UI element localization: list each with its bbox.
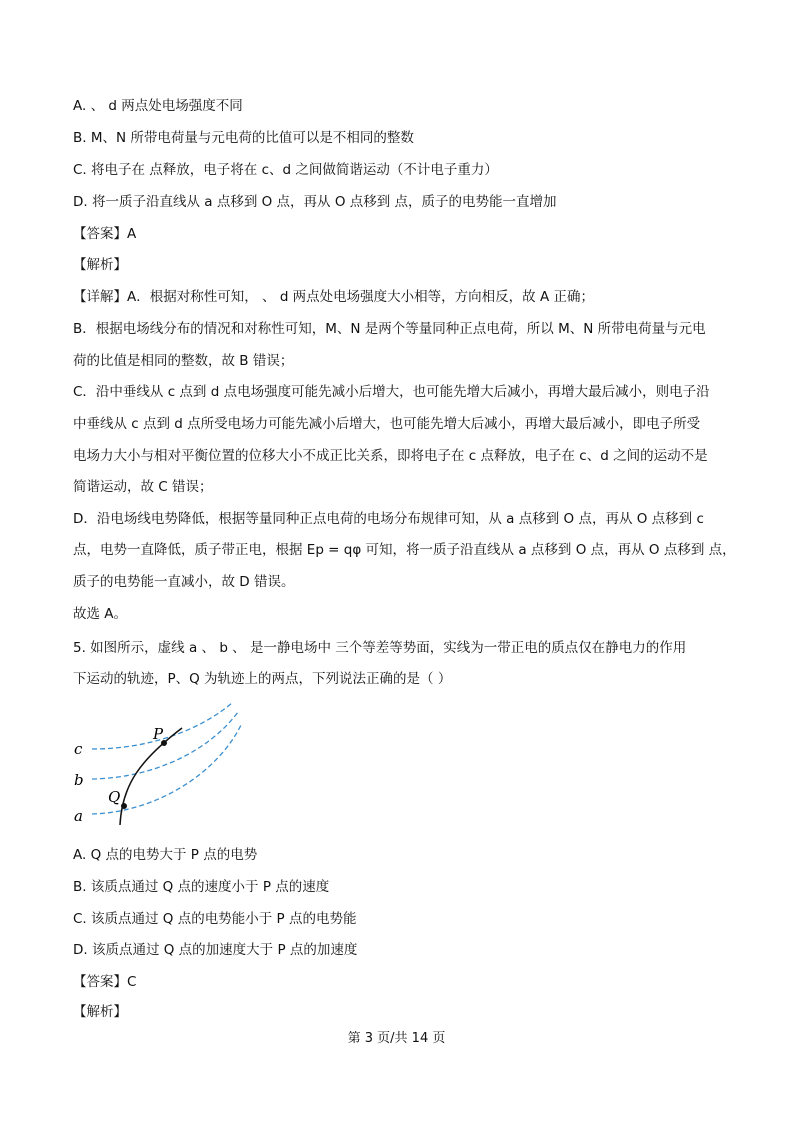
page-footer: 第 3 页/共 14 页 — [347, 1031, 446, 1046]
conclusion: 故选 A。 — [73, 606, 128, 622]
answer-label: 【答案】A — [73, 226, 137, 242]
equipotential-figure — [70, 700, 250, 830]
label-p: P — [153, 725, 164, 743]
explanation-d-3: 质子的电势能一直减小，故 D 错误。 — [73, 574, 295, 590]
question-5-stem-1: 5. 如图所示，虚线 a 、 b 、 是一静电场中 三个等差等势面，实线为一带正电的质点仅在静电力的作用 — [73, 640, 687, 656]
explanation-d-1: D．沿电场线电势降低，根据等量同种正点电荷的电场分布规律可知，从 a 点移到 O 点，再从 O 点移到 c — [73, 511, 704, 527]
explanation-c-2: 中垂线从 c 点到 d 点所受电场力可能先减小后增大，也可能先增大后减小，再增大最后减小，即电子所受 — [73, 416, 701, 432]
label-b: b — [74, 771, 84, 789]
q5-option-c: C. 该质点通过 Q 点的电势能小于 P 点的电势能 — [73, 911, 357, 927]
option-b: B. M、N 所带电荷量与元电荷的比值可以是不相同的整数 — [73, 130, 414, 146]
q5-option-d: D. 该质点通过 Q 点的加速度大于 P 点的加速度 — [73, 942, 358, 958]
explanation-d-2: 点，电势一直降低，质子带正电，根据 Ep = qφ 可知，将一质子沿直线从 a 点移到 O 点，再从 O 点移到 点， — [73, 542, 736, 558]
explanation-b-2: 荷的比值是相同的整数，故 B 错误； — [73, 353, 294, 369]
explanation-a: 【详解】A．根据对称性可知， 、 d 两点处电场强度大小相等，方向相反，故 A 正确； — [73, 289, 594, 305]
analysis-label: 【解析】 — [73, 257, 127, 273]
explanation-b-1: B．根据电场线分布的情况和对称性可知，M、N 是两个等量同种正点电荷，所以 M、N 所带电荷量与元电 — [73, 321, 706, 337]
q5-analysis-label: 【解析】 — [73, 1004, 127, 1020]
q5-option-b: B. 该质点通过 Q 点的速度小于 P 点的速度 — [73, 879, 330, 895]
explanation-c-4: 简谐运动，故 C 错误； — [73, 479, 213, 495]
explanation-c-3: 电场力大小与相对平衡位置的位移大小不成正比关系，即将电子在 c 点释放，电子在 c、d 之间的运动不是 — [73, 448, 708, 464]
label-a: a — [74, 807, 83, 825]
q5-answer-label: 【答案】C — [73, 974, 137, 990]
q5-option-a: A. Q 点的电势大于 P 点的电势 — [73, 847, 258, 863]
option-a: A. 、 d 两点处电场强度不同 — [73, 98, 243, 114]
option-c: C. 将电子在 点释放，电子将在 c、d 之间做简谐运动（不计电子重力） — [73, 162, 498, 178]
option-d: D. 将一质子沿直线从 a 点移到 O 点，再从 O 点移到 点，质子的电势能一直增加 — [73, 194, 557, 210]
label-c: c — [74, 740, 83, 758]
explanation-c-1: C．沿中垂线从 c 点到 d 点电场强度可能先减小后增大，也可能先增大后减小，再增大最后减小，则电子沿 — [73, 384, 710, 400]
label-q: Q — [108, 788, 121, 806]
question-5-stem-2: 下运动的轨迹，P、Q 为轨迹上的两点，下列说法正确的是（ ） — [73, 671, 452, 687]
point-q-dot — [121, 803, 127, 809]
